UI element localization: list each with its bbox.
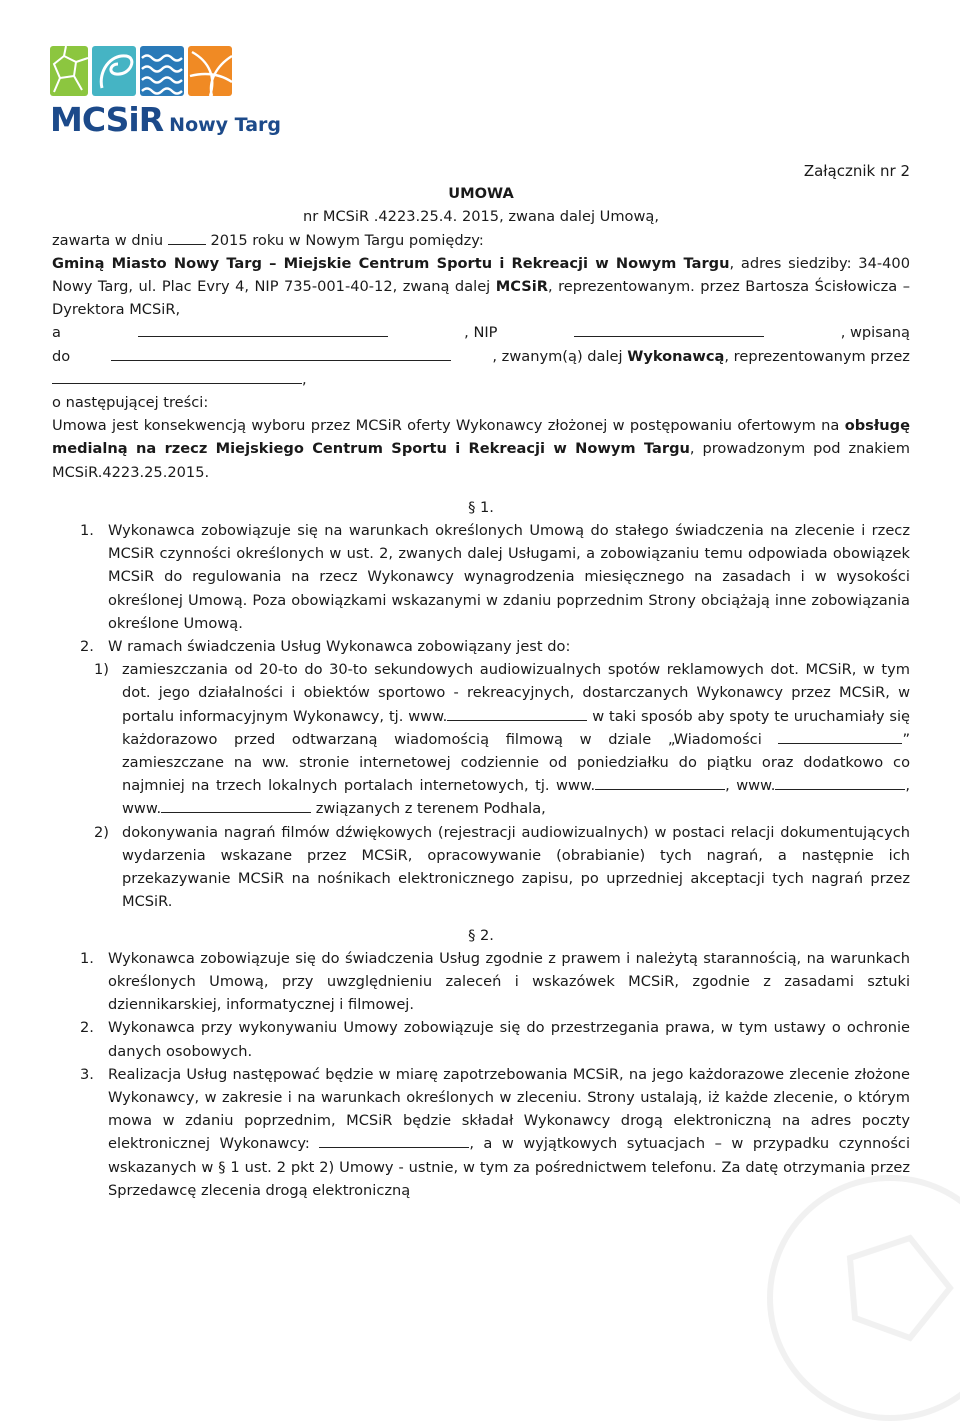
- logo-subtitle: Nowy Targ: [169, 114, 281, 136]
- item1-part-d: , www.: [725, 777, 776, 795]
- representative-line: [52, 368, 910, 391]
- s1-p1-number: 1.: [80, 522, 94, 540]
- preamble: [52, 414, 910, 484]
- s1-item1-number: 1): [94, 661, 109, 679]
- s2-p3-text: [108, 1063, 910, 1202]
- item1-part-f: związanych z terenem Podhala,: [311, 800, 546, 818]
- preamble-text: Umowa jest konsekwencją wyboru przez MCSiR oferty Wykonawcy złożonej w postępowaniu ofertowym na: [52, 417, 845, 435]
- preamble-end: , prowadzonym pod znakiem MCSiR.4223.25.2015.: [52, 440, 910, 481]
- logo-graphic: [50, 42, 290, 102]
- s2-p3-part-b: , a w wyjątkowych sytuacjach – w przypadku czynności wskazanych w § 1 ust. 2 pkt 2) Umowy - ustnie, w tym za pośrednictwem telefonu. Za datę otrzymania przez Sprzedawcę zlecenia drogą elektroniczną: [108, 1135, 910, 1199]
- party-one-representative: , reprezentowanym. przez Bartosza Ścisłowicza – Dyrektora MCSiR,: [52, 278, 910, 319]
- s1-item2-text: dokonywania nagrań filmów dźwiękowych (rejestracji audiowizualnych) w postaci relacji dokumentujących wydarzenia wskazane przez MCSiR, opracowywanie (obrabianie) tych nagrań, a następnie ich przekazywanie MCSiR na nośnikach elektronicznego zapisu, po uprzedniej akceptacji tych nagrań przez MCSiR.: [122, 823, 910, 911]
- item1-part-b: w taki sposób aby spoty te uruchamiały się każdorazowo przed odtwarzaną wiadomością filmową w dziale „Wiadomości: [122, 707, 910, 748]
- logo-brand: MCSiR: [50, 100, 164, 139]
- wpisana-label: , wpisaną: [840, 324, 910, 342]
- news-section-blank[interactable]: [778, 729, 902, 744]
- preamble-subject: obsługę medialną na rzecz Miejskiego Centrum Sportu i Rekreacji w Nowym Targu: [52, 417, 910, 458]
- attachment-label: Załącznik nr 2: [803, 162, 910, 180]
- portal-1-blank[interactable]: [595, 775, 725, 790]
- logo-tile-teal: [92, 46, 136, 96]
- s1-item-1: [52, 658, 910, 820]
- s2-p2-number: 2.: [80, 1019, 94, 1037]
- item1-part-c: ” zamieszczane na ww. stronie internetowej codziennie od poniedziałku do piątku oraz dodatkowo co najmniej na trzech lokalnych portalach internetowych, tj. www.: [122, 730, 910, 795]
- contractor-name-blank[interactable]: [138, 322, 388, 337]
- s1-item2-number: 2): [94, 823, 109, 841]
- s2-p3-number: 3.: [80, 1065, 94, 1083]
- s2-paragraph-2: [52, 1016, 910, 1062]
- registry-blank[interactable]: [111, 346, 451, 361]
- s1-paragraph-2: [52, 635, 910, 658]
- s1-p1-text: Wykonawca zobowiązuje się na warunkach określonych Umową do stałego świadczenia na zlecenie i rzecz MCSiR czynności określonych w ust. 2, zwanych dalej Usługami, a zobowiązaniu temu odpowiada obowiązek MCSiR do regulowania na rzecz Wykonawcy wynagrodzenia miesięcznego na zasadach i w wysokości określonej Umową. Poza obowiązkami wskazanymi w zdaniu poprzednim Strony obciążają inne zobowiązania określone Umową.: [108, 522, 910, 632]
- portal-3-blank[interactable]: [161, 798, 311, 813]
- s1-p2-number: 2.: [80, 638, 94, 656]
- do-label: do: [52, 347, 71, 365]
- party-one-name: Gminą Miasto Nowy Targ – Miejskie Centrum Sportu i Rekreacji w Nowym Targu: [52, 254, 730, 272]
- nip-label: , NIP: [464, 324, 498, 342]
- email-blank[interactable]: [319, 1133, 469, 1148]
- s2-p3-part-a: Realizacja Usług następować będzie w miarę zapotrzebowania MCSiR, na jego każdorazowe zlecenie złożone Wykonawcy, w zakresie i na warunkach określonych w zleceniu. Strony ustalają, iż każde zlecenie, o którym mowa w zdaniu poprzednim, MCSiR będzie składał Wykonawcy drogą elektroniczną na adres poczty elektronicznej Wykonawcy:: [108, 1065, 910, 1153]
- s1-p2-text: W ramach świadczenia Usług Wykonawca zobowiązany jest do:: [108, 638, 571, 656]
- party-two-line: [52, 321, 910, 344]
- document-title: UMOWA: [448, 185, 514, 203]
- s2-paragraph-3: [52, 1063, 910, 1202]
- item1-part-e: , www.: [122, 777, 910, 818]
- s1-paragraph-1: [52, 519, 910, 635]
- contract-document: [52, 160, 910, 1202]
- registry-line: [52, 345, 910, 368]
- s2-p1-text: Wykonawca zobowiązuje się do świadczenia Usług zgodnie z prawem i należytą starannością, na warunkach określonych Umową, przy uwzględnieniu zaleceń i wskazówek MCSiR, zgodnie z zasadami sztuki dziennikarskiej, informatycznej i filmowej.: [108, 949, 910, 1014]
- date-blank[interactable]: [168, 230, 206, 245]
- date-prefix: zawarta w dniu: [52, 231, 164, 249]
- zwanym-label: , zwanym(ą) dalej: [492, 347, 628, 365]
- section-1-heading: § 1.: [468, 498, 494, 516]
- contract-date-line: [52, 229, 910, 252]
- item1-part-a: zamieszczania od 20-to do 30-to sekundowych audiowizualnych spotów reklamowych dot. MCSiR, w tym dot. jego działalności i obiektów sportowo - rekreacyjnych, dostarczanych Wykonawcy przez MCSiR, w portalu informacyjnym Wykonawcy, tj. www.: [122, 661, 910, 725]
- date-suffix: 2015 roku w Nowym Targu pomiędzy:: [210, 231, 484, 249]
- s2-p2-text: Wykonawca przy wykonywaniu Umowy zobowiązuje się do przestrzegania prawa, w tym ustawy o ochronie danych osobowych.: [108, 1019, 910, 1060]
- party-one-alias: MCSiR: [495, 278, 548, 296]
- s2-p1-number: 1.: [80, 949, 94, 967]
- party-two-a-label: a: [52, 324, 61, 342]
- portal-url-blank[interactable]: [447, 706, 587, 721]
- party-one-address: , adres siedziby: 34-400 Nowy Targ, ul. Plac Evry 4, NIP 735-001-40-12, zwaną dalej: [52, 254, 910, 296]
- nip-blank[interactable]: [574, 322, 764, 337]
- contract-number: nr MCSiR .4223.25.4. 2015, zwana dalej Umową,: [302, 208, 660, 226]
- mcsir-logo: [50, 42, 290, 142]
- s2-paragraph-1: [52, 947, 910, 1017]
- representative-blank[interactable]: [52, 369, 302, 384]
- represented-by-label: , reprezentowanym przez: [724, 347, 910, 365]
- section-2-heading: § 2.: [468, 926, 494, 944]
- portal-2-blank[interactable]: [775, 775, 905, 790]
- contractor-alias: Wykonawcą: [627, 347, 725, 365]
- s1-item-2: [52, 821, 910, 914]
- representative-comma: ,: [302, 370, 307, 388]
- content-intro: o następującej treści:: [52, 394, 209, 412]
- s1-item1-text: [122, 658, 910, 820]
- party-one: [52, 252, 910, 322]
- logo-text: [50, 100, 281, 139]
- ball-watermark-icon: [760, 1168, 960, 1428]
